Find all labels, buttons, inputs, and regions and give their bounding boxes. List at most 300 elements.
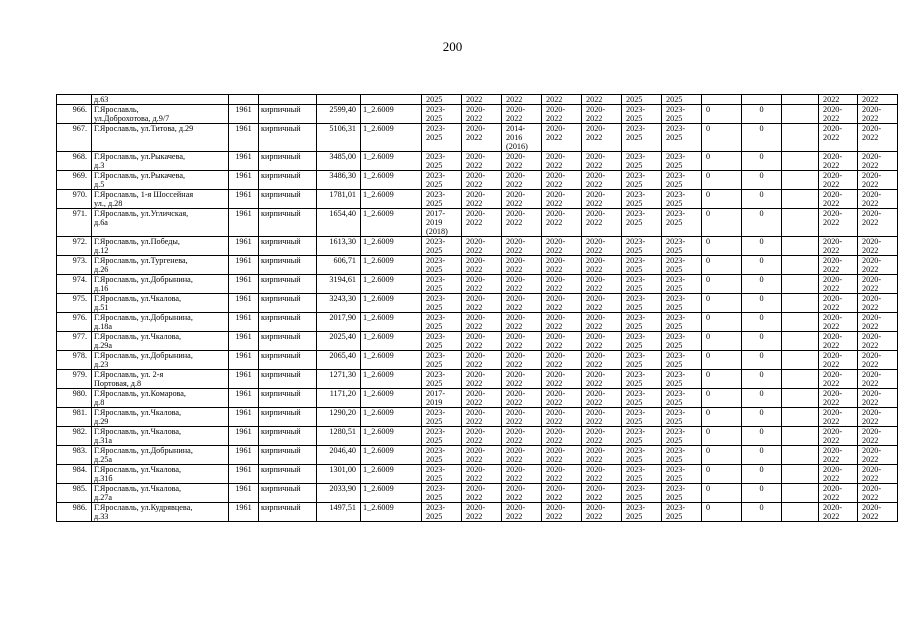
cell-p5: 2020- 2022	[582, 124, 622, 152]
cell-p1: 2025	[422, 95, 462, 105]
housing-register-table	[56, 94, 898, 522]
cell-series	[361, 95, 422, 105]
cell-f1: 0	[742, 152, 782, 171]
cell-year: 1961	[229, 152, 259, 171]
cell-p3: 2020- 2022	[502, 465, 542, 484]
table-row	[57, 465, 898, 484]
cell-year: 1961	[229, 446, 259, 465]
cell-p7: 2023- 2025	[662, 190, 702, 209]
cell-p10: 2020- 2022	[858, 427, 898, 446]
cell-p2: 2020- 2022	[462, 465, 502, 484]
cell-p7: 2023- 2025	[662, 294, 702, 313]
cell-p5: 2020- 2022	[582, 370, 622, 389]
cell-p1: 2023- 2025	[422, 105, 462, 124]
cell-p3: 2020- 2022	[502, 370, 542, 389]
cell-p2: 2020- 2022	[462, 275, 502, 294]
cell-p5: 2020- 2022	[582, 313, 622, 332]
cell-area: 2017,90	[317, 313, 361, 332]
cell-p3: 2020- 2022	[502, 190, 542, 209]
cell-p2: 2020- 2022	[462, 171, 502, 190]
cell-p6: 2023- 2025	[622, 408, 662, 427]
cell-p2: 2020- 2022	[462, 446, 502, 465]
cell-address: Г.Ярославль, ул.Чкалова, д.31б	[92, 465, 229, 484]
table-row	[57, 294, 898, 313]
cell-p3: 2020- 2022	[502, 427, 542, 446]
cell-p4: 2020- 2022	[542, 105, 582, 124]
cell-material: кирпичный	[259, 105, 317, 124]
cell-year: 1961	[229, 237, 259, 256]
cell-p6: 2023- 2025	[622, 209, 662, 237]
cell-p7: 2023- 2025	[662, 152, 702, 171]
cell-material: кирпичный	[259, 294, 317, 313]
cell-p6: 2023- 2025	[622, 389, 662, 408]
cell-num: 970.	[57, 190, 92, 209]
cell-p1: 2023- 2025	[422, 351, 462, 370]
cell-address: Г.Ярославль, ул. 2-я Портовая, д.8	[92, 370, 229, 389]
cell-area	[317, 95, 361, 105]
cell-p5: 2020- 2022	[582, 389, 622, 408]
cell-p4: 2020- 2022	[542, 256, 582, 275]
cell-p10: 2020- 2022	[858, 465, 898, 484]
cell-area: 3243,30	[317, 294, 361, 313]
cell-p7: 2023- 2025	[662, 503, 702, 522]
cell-area: 1290,20	[317, 408, 361, 427]
cell-material: кирпичный	[259, 389, 317, 408]
cell-series: 1_2.6009	[361, 190, 422, 209]
cell-p1: 2023- 2025	[422, 503, 462, 522]
cell-f1: 0	[742, 275, 782, 294]
cell-area: 5106,31	[317, 124, 361, 152]
cell-f1: 0	[742, 190, 782, 209]
cell-p8: 0	[702, 427, 742, 446]
cell-series: 1_2.6009	[361, 389, 422, 408]
table-row	[57, 275, 898, 294]
cell-p3: 2020- 2022	[502, 105, 542, 124]
cell-num: 986.	[57, 503, 92, 522]
cell-p9: 2020- 2022	[819, 294, 858, 313]
cell-f2	[782, 389, 819, 408]
cell-p2: 2020- 2022	[462, 152, 502, 171]
cell-p5: 2020- 2022	[582, 351, 622, 370]
cell-f1: 0	[742, 370, 782, 389]
cell-year: 1961	[229, 332, 259, 351]
cell-f2	[782, 275, 819, 294]
cell-material: кирпичный	[259, 446, 317, 465]
cell-material: кирпичный	[259, 237, 317, 256]
cell-p9: 2020- 2022	[819, 209, 858, 237]
cell-p9: 2020- 2022	[819, 256, 858, 275]
cell-address: Г.Ярославль, ул.Победы, д.12	[92, 237, 229, 256]
cell-area: 2046,40	[317, 446, 361, 465]
cell-p7: 2023- 2025	[662, 351, 702, 370]
cell-address: Г.Ярославль, ул.Чкалова, д.29а	[92, 332, 229, 351]
cell-material: кирпичный	[259, 370, 317, 389]
cell-p1: 2023- 2025	[422, 152, 462, 171]
cell-p2: 2020- 2022	[462, 408, 502, 427]
cell-p3: 2020- 2022	[502, 209, 542, 237]
cell-p4: 2020- 2022	[542, 351, 582, 370]
cell-area: 3194,61	[317, 275, 361, 294]
cell-p9: 2020- 2022	[819, 408, 858, 427]
cell-year: 1961	[229, 427, 259, 446]
cell-area: 1271,30	[317, 370, 361, 389]
cell-p6: 2023- 2025	[622, 152, 662, 171]
cell-num: 971.	[57, 209, 92, 237]
cell-year: 1961	[229, 190, 259, 209]
cell-p4: 2020- 2022	[542, 427, 582, 446]
cell-material: кирпичный	[259, 351, 317, 370]
cell-num: 985.	[57, 484, 92, 503]
cell-f1: 0	[742, 171, 782, 190]
cell-area: 3485,00	[317, 152, 361, 171]
cell-p9: 2020- 2022	[819, 484, 858, 503]
cell-p2: 2020- 2022	[462, 427, 502, 446]
cell-series: 1_2.6009	[361, 171, 422, 190]
cell-p4: 2020- 2022	[542, 370, 582, 389]
cell-p8: 0	[702, 209, 742, 237]
cell-p8: 0	[702, 332, 742, 351]
table-row	[57, 370, 898, 389]
cell-material: кирпичный	[259, 332, 317, 351]
cell-p5: 2020- 2022	[582, 446, 622, 465]
cell-p1: 2023- 2025	[422, 427, 462, 446]
cell-f2	[782, 313, 819, 332]
cell-area: 2033,90	[317, 484, 361, 503]
cell-p6: 2023- 2025	[622, 313, 662, 332]
cell-p3: 2020- 2022	[502, 294, 542, 313]
cell-p10: 2020- 2022	[858, 446, 898, 465]
cell-p8: 0	[702, 152, 742, 171]
cell-p3: 2020- 2022	[502, 171, 542, 190]
cell-p6: 2023- 2025	[622, 446, 662, 465]
cell-num: 973.	[57, 256, 92, 275]
cell-p4: 2020- 2022	[542, 408, 582, 427]
cell-p3: 2020- 2022	[502, 503, 542, 522]
cell-p8: 0	[702, 313, 742, 332]
cell-num: 981.	[57, 408, 92, 427]
cell-area: 606,71	[317, 256, 361, 275]
cell-year: 1961	[229, 389, 259, 408]
cell-area: 1301,00	[317, 465, 361, 484]
cell-area: 1171,20	[317, 389, 361, 408]
cell-p2: 2020- 2022	[462, 313, 502, 332]
cell-p1: 2023- 2025	[422, 332, 462, 351]
cell-num: 969.	[57, 171, 92, 190]
cell-p10: 2020- 2022	[858, 105, 898, 124]
cell-address: Г.Ярославль, ул.Добрынина, д.25а	[92, 446, 229, 465]
cell-p6: 2023- 2025	[622, 171, 662, 190]
cell-p10: 2020- 2022	[858, 503, 898, 522]
cell-address: Г.Ярославль, ул.Чкалова, д.29	[92, 408, 229, 427]
cell-f2	[782, 351, 819, 370]
cell-p6: 2023- 2025	[622, 294, 662, 313]
cell-p10: 2020- 2022	[858, 370, 898, 389]
cell-address: Г.Ярославль, ул.Кудрявцева, д.33	[92, 503, 229, 522]
cell-f2	[782, 503, 819, 522]
cell-address: Г.Ярославль, ул.Рыкачева, д.5	[92, 171, 229, 190]
cell-p1: 2017- 2019	[422, 389, 462, 408]
cell-num: 980.	[57, 389, 92, 408]
cell-p10: 2020- 2022	[858, 237, 898, 256]
cell-p3: 2020- 2022	[502, 275, 542, 294]
cell-p7: 2023- 2025	[662, 124, 702, 152]
cell-f1: 0	[742, 389, 782, 408]
cell-material: кирпичный	[259, 209, 317, 237]
cell-p10: 2020- 2022	[858, 408, 898, 427]
cell-p4: 2020- 2022	[542, 275, 582, 294]
cell-num: 966.	[57, 105, 92, 124]
cell-address: Г.Ярославль, ул.Угличская, д.6а	[92, 209, 229, 237]
cell-material: кирпичный	[259, 427, 317, 446]
cell-p10: 2020- 2022	[858, 313, 898, 332]
cell-p2: 2020- 2022	[462, 351, 502, 370]
cell-f2	[782, 171, 819, 190]
table-row	[57, 124, 898, 152]
cell-year: 1961	[229, 351, 259, 370]
table-row	[57, 351, 898, 370]
cell-p1: 2023- 2025	[422, 465, 462, 484]
cell-year: 1961	[229, 294, 259, 313]
cell-f2	[782, 105, 819, 124]
cell-year: 1961	[229, 313, 259, 332]
cell-p4: 2020- 2022	[542, 332, 582, 351]
cell-p4: 2020- 2022	[542, 465, 582, 484]
cell-num: 976.	[57, 313, 92, 332]
cell-f1: 0	[742, 465, 782, 484]
cell-material: кирпичный	[259, 408, 317, 427]
cell-f1: 0	[742, 484, 782, 503]
cell-p2: 2020- 2022	[462, 370, 502, 389]
cell-address: Г.Ярославль, 1-я Шоссейная ул., д.28	[92, 190, 229, 209]
cell-f2	[782, 256, 819, 275]
cell-series: 1_2.6009	[361, 427, 422, 446]
cell-f2	[782, 370, 819, 389]
cell-p4: 2020- 2022	[542, 446, 582, 465]
cell-p9: 2020- 2022	[819, 446, 858, 465]
cell-p1: 2023- 2025	[422, 256, 462, 275]
cell-address: Г.Ярославль, ул.Чкалова, д.31а	[92, 427, 229, 446]
cell-p5: 2020- 2022	[582, 209, 622, 237]
cell-p4: 2020- 2022	[542, 237, 582, 256]
cell-year: 1961	[229, 275, 259, 294]
cell-p9: 2020- 2022	[819, 427, 858, 446]
cell-series: 1_2.6009	[361, 465, 422, 484]
cell-p10: 2020- 2022	[858, 275, 898, 294]
cell-p8: 0	[702, 446, 742, 465]
cell-year: 1961	[229, 256, 259, 275]
cell-num: 968.	[57, 152, 92, 171]
cell-material: кирпичный	[259, 313, 317, 332]
table-row	[57, 105, 898, 124]
cell-area: 1781,01	[317, 190, 361, 209]
cell-p1: 2023- 2025	[422, 484, 462, 503]
page-number: 200	[442, 39, 463, 54]
cell-num: 974.	[57, 275, 92, 294]
cell-p2: 2020- 2022	[462, 294, 502, 313]
cell-p10: 2020- 2022	[858, 124, 898, 152]
cell-p2: 2020- 2022	[462, 209, 502, 237]
cell-p7: 2023- 2025	[662, 484, 702, 503]
cell-p8: 0	[702, 237, 742, 256]
cell-p9: 2020- 2022	[819, 503, 858, 522]
cell-p3: 2014- 2016 (2016)	[502, 124, 542, 152]
cell-p10: 2022	[858, 95, 898, 105]
cell-f1: 0	[742, 332, 782, 351]
cell-p5: 2020- 2022	[582, 275, 622, 294]
cell-p9: 2022	[819, 95, 858, 105]
cell-p3: 2020- 2022	[502, 256, 542, 275]
cell-series: 1_2.6009	[361, 152, 422, 171]
cell-address: Г.Ярославль, ул.Чкалова, д.51	[92, 294, 229, 313]
cell-p5: 2020- 2022	[582, 465, 622, 484]
cell-f2	[782, 465, 819, 484]
cell-f1: 0	[742, 256, 782, 275]
cell-p4: 2020- 2022	[542, 190, 582, 209]
table-row	[57, 484, 898, 503]
cell-year	[229, 95, 259, 105]
table-body	[57, 95, 898, 522]
cell-p9: 2020- 2022	[819, 124, 858, 152]
cell-p9: 2020- 2022	[819, 389, 858, 408]
cell-p2: 2020- 2022	[462, 237, 502, 256]
cell-f2	[782, 427, 819, 446]
table-row	[57, 313, 898, 332]
cell-p5: 2020- 2022	[582, 484, 622, 503]
cell-p8: 0	[702, 256, 742, 275]
cell-address: Г.Ярославль, ул.Добрынина, д.23	[92, 351, 229, 370]
cell-p7: 2023- 2025	[662, 408, 702, 427]
cell-p9: 2020- 2022	[819, 105, 858, 124]
cell-p2: 2020- 2022	[462, 484, 502, 503]
cell-p8: 0	[702, 124, 742, 152]
cell-num: 984.	[57, 465, 92, 484]
cell-series: 1_2.6009	[361, 446, 422, 465]
cell-p9: 2020- 2022	[819, 237, 858, 256]
cell-f1: 0	[742, 446, 782, 465]
cell-p5: 2020- 2022	[582, 152, 622, 171]
cell-p6: 2023- 2025	[622, 465, 662, 484]
cell-p9: 2020- 2022	[819, 171, 858, 190]
cell-p4: 2020- 2022	[542, 313, 582, 332]
cell-num: 977.	[57, 332, 92, 351]
cell-p9: 2020- 2022	[819, 332, 858, 351]
cell-p2: 2020- 2022	[462, 332, 502, 351]
cell-f2	[782, 484, 819, 503]
cell-material: кирпичный	[259, 275, 317, 294]
cell-p10: 2020- 2022	[858, 171, 898, 190]
cell-area: 2599,40	[317, 105, 361, 124]
cell-p8: 0	[702, 190, 742, 209]
cell-material: кирпичный	[259, 152, 317, 171]
cell-f1: 0	[742, 124, 782, 152]
cell-address: Г.Ярославль, ул.Доброхотова, д.9/7	[92, 105, 229, 124]
cell-p8: 0	[702, 389, 742, 408]
cell-f1: 0	[742, 408, 782, 427]
cell-p8: 0	[702, 465, 742, 484]
cell-p6: 2023- 2025	[622, 237, 662, 256]
cell-p2: 2022	[462, 95, 502, 105]
cell-p7: 2023- 2025	[662, 313, 702, 332]
table-row	[57, 152, 898, 171]
cell-f2	[782, 332, 819, 351]
cell-p3: 2020- 2022	[502, 313, 542, 332]
cell-f1: 0	[742, 313, 782, 332]
cell-p1: 2023- 2025	[422, 446, 462, 465]
cell-p3: 2020- 2022	[502, 484, 542, 503]
cell-f2	[782, 209, 819, 237]
cell-series: 1_2.6009	[361, 124, 422, 152]
cell-p4: 2022	[542, 95, 582, 105]
cell-p9: 2020- 2022	[819, 465, 858, 484]
cell-p5: 2020- 2022	[582, 237, 622, 256]
cell-area: 2025,40	[317, 332, 361, 351]
cell-material: кирпичный	[259, 190, 317, 209]
cell-p5: 2020- 2022	[582, 294, 622, 313]
cell-p9: 2020- 2022	[819, 190, 858, 209]
cell-p1: 2023- 2025	[422, 237, 462, 256]
cell-p5: 2020- 2022	[582, 105, 622, 124]
cell-p10: 2020- 2022	[858, 256, 898, 275]
cell-address: Г.Ярославль, ул.Чкалова, д.27а	[92, 484, 229, 503]
cell-p6: 2023- 2025	[622, 105, 662, 124]
cell-year: 1961	[229, 408, 259, 427]
cell-series: 1_2.6009	[361, 209, 422, 237]
cell-p7: 2023- 2025	[662, 256, 702, 275]
cell-year: 1961	[229, 484, 259, 503]
cell-address: Г.Ярославль, ул.Титова, д.29	[92, 124, 229, 152]
cell-p5: 2020- 2022	[582, 256, 622, 275]
cell-f2	[782, 237, 819, 256]
cell-series: 1_2.6009	[361, 256, 422, 275]
cell-p6: 2023- 2025	[622, 351, 662, 370]
cell-p10: 2020- 2022	[858, 190, 898, 209]
cell-series: 1_2.6009	[361, 237, 422, 256]
cell-f1: 0	[742, 427, 782, 446]
cell-p6: 2023- 2025	[622, 370, 662, 389]
cell-f1: 0	[742, 294, 782, 313]
cell-num: 972.	[57, 237, 92, 256]
cell-p10: 2020- 2022	[858, 351, 898, 370]
cell-num: 979.	[57, 370, 92, 389]
cell-p7: 2025	[662, 95, 702, 105]
cell-material: кирпичный	[259, 503, 317, 522]
cell-series: 1_2.6009	[361, 484, 422, 503]
cell-p1: 2023- 2025	[422, 190, 462, 209]
cell-series: 1_2.6009	[361, 275, 422, 294]
cell-p7: 2023- 2025	[662, 171, 702, 190]
cell-area: 3486,30	[317, 171, 361, 190]
cell-series: 1_2.6009	[361, 408, 422, 427]
cell-f1	[742, 95, 782, 105]
cell-p10: 2020- 2022	[858, 294, 898, 313]
cell-area: 2065,40	[317, 351, 361, 370]
cell-p5: 2020- 2022	[582, 332, 622, 351]
cell-p3: 2020- 2022	[502, 237, 542, 256]
cell-year: 1961	[229, 124, 259, 152]
cell-p2: 2020- 2022	[462, 124, 502, 152]
cell-material: кирпичный	[259, 465, 317, 484]
cell-p8: 0	[702, 408, 742, 427]
cell-p2: 2020- 2022	[462, 190, 502, 209]
cell-address: Г.Ярославль, ул.Тургенева, д.26	[92, 256, 229, 275]
cell-p7: 2023- 2025	[662, 427, 702, 446]
cell-p10: 2020- 2022	[858, 209, 898, 237]
cell-series: 1_2.6009	[361, 105, 422, 124]
cell-material: кирпичный	[259, 124, 317, 152]
cell-year: 1961	[229, 503, 259, 522]
cell-p7: 2023- 2025	[662, 389, 702, 408]
cell-num: 975.	[57, 294, 92, 313]
